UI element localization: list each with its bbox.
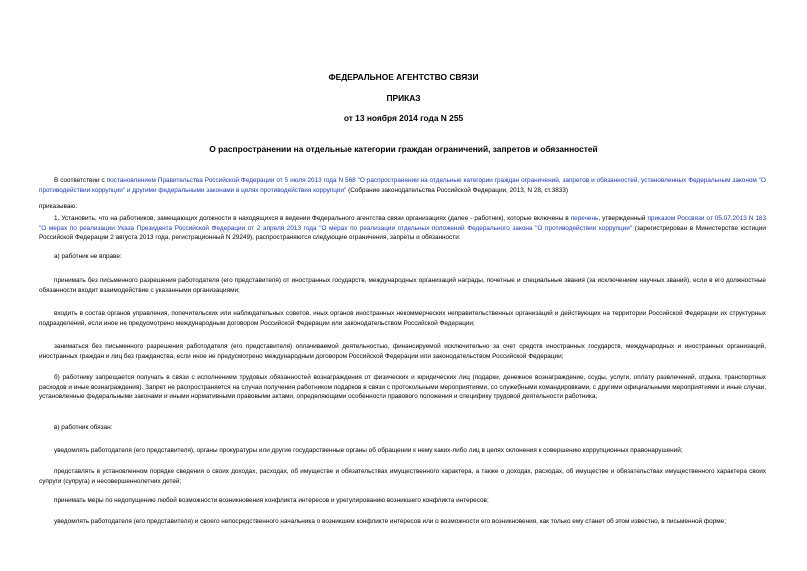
paragraph-notify-corruption: уведомлять работодателя (его представителя), органы прокуратуры или другие государственные органы об обращении к нему каких-либо лиц в целях склонения к совершению коррупционных правонарушений; <box>54 447 683 454</box>
order-word: приказываю: <box>39 203 77 210</box>
resolution-568-link[interactable]: постановлением Правительства Российской Федерации от 5 июля 2013 года N 568 "О распространении на отдельные категории граждан ограничений, запретов и обязанностей, установленных Федеральным законом "О противодействии коррупции" и другими федеральными законами в целях противодействия коррупции" <box>39 177 767 194</box>
item-1-part-2: , утвержденный <box>598 215 648 222</box>
paragraph-a: а) работник не вправе: <box>54 253 122 260</box>
paragraph-paid-activity: заниматься без письменного разрешения работодателя (его представителя) оплачиваемой деятельностью, финансируемой исключительно за счет средств иностранных государств, международных и иностранных организаций, иностранных граждан и лиц без гражданства, если иное не предусмотрено международным договором Российской Федерации или законодательством Российской Федерации; <box>39 343 766 360</box>
paragraph-conflict-measures: принимать меры по недопущению любой возможности возникновения конфликта интересов и урегулированию возникшего конфликта интересов; <box>54 497 489 504</box>
list-link[interactable]: перечень <box>570 215 599 222</box>
paragraph-notify-conflict: уведомлять работодателя (его представителя) и своего непосредственного начальника о возникшем конфликте интересов или о возможности его возникновения, как только ему станет об этом известно, в письменной форме; <box>54 518 726 525</box>
date-number-heading: от 13 ноября 2014 года N 255 <box>343 113 464 123</box>
item-1-paragraph <box>39 214 766 243</box>
item-1-part-1: 1. Установить, что на работников, замещающих должности в находящихся в ведении Федерального агентства связи организациях (далее - работник), которые включены в <box>54 215 571 222</box>
paragraph-income-info: представлять в установленном порядке сведения о своих доходах, расходах, об имуществе и обязательствах имущественного характера, а также о доходах, расходах, об имуществе и обязательствах имущественного характера своих супруги (супруга) и несовершеннолетних детей; <box>39 468 766 485</box>
paragraph-awards: принимать без письменного разрешения работодателя (его представителя) от иностранных государств, международных организаций награды, почетные и специальные звания (за исключением научных званий), если в его должностные обязанности входит взаимодействие с указанными организациями; <box>39 277 766 294</box>
order-183-link[interactable]: приказом Россвязи от 05.07.2013 N 183 "О мерах по реализации Указа Президента Российской Федерации от 2 апреля 2013 года "О мерах по реализации отдельных положений Федерального закона "О противодействии коррупции" <box>39 215 767 232</box>
agency-heading: ФЕДЕРАЛЬНОЕ АГЕНТСТВО СВЯЗИ <box>328 72 479 82</box>
preamble-paragraph <box>39 176 766 195</box>
paragraph-v: в) работник обязан: <box>54 424 113 431</box>
preamble-lead: В соответствии с <box>54 177 107 184</box>
document-title: О распространении на отдельные категории граждан ограничений, запретов и обязанностей <box>209 144 598 154</box>
doc-type-heading: ПРИКАЗ <box>386 93 421 103</box>
item-1-part-3: (зарегистрирован в Министерстве юстиции Российской Федерации 2 августа 2013 года, регистрационный N 29249), распространяются следующие ограничения, запреты и обязанности: <box>39 224 766 242</box>
paragraph-foreign-bodies: входить в состав органов управления, попечительских или наблюдательных советов, иных органов иностранных некоммерческих неправительственных организаций и действующих на территории Российской Федерации их структурных подразделений, если иное не предусмотрено международным договором Российской Федерации или законодательством Российской Федерации; <box>39 310 766 327</box>
preamble-tail: (Собрание законодательства Российской Федерации, 2013, N 28, ст.3833) <box>346 186 568 194</box>
paragraph-b: б) работнику запрещается получать в связи с исполнением трудовых обязанностей вознаграждения от физических и юридических лиц (подарки, денежное вознаграждение, ссуды, услуги, оплату развлечений, отдыха, транспортных расходов и иные вознаграждения). Запрет не распространяется на случаи получения работником подарков в связи с протокольными мероприятиями, со служебными командировками, с другими официальными мероприятиями и иные случаи, установленные федеральными законами и иными нормативными правовыми актами, определяющими особенности правового положения и специфику трудовой деятельности работника; <box>39 374 766 401</box>
